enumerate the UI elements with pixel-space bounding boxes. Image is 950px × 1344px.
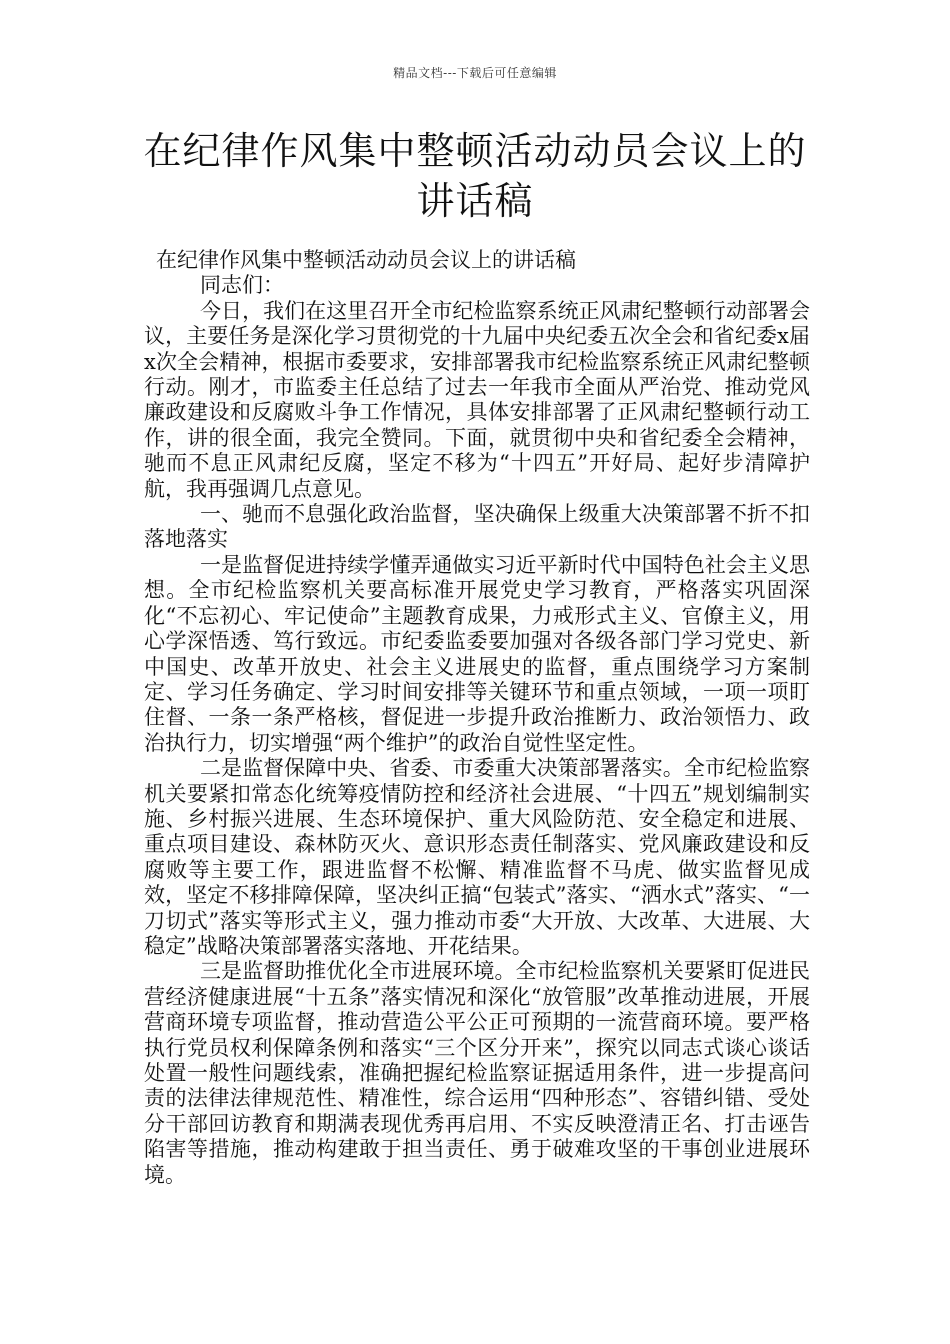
paragraph-intro: 今日，我们在这里召开全市纪检监察系统正风肃纪整顿行动部署会议，主要任务是深化学习贯彻党的十九届中央纪委五次全会和省纪委x届x次全会精神，根据市委要求，安排部署我市纪检监察系统正风肃纪整顿行动。刚才，市监委主任总结了过去一年我市全面从严治党、推动党风廉政建设和反腐败斗争工作情况，具体安排部署了正风肃纪整顿行动工作，讲的很全面，我完全赞同。下面，就贯彻中央和省纪委全会精神，驰而不息正风肃纪反腐，坚定不移为“十四五”开好局、起好步清障护航，我再强调几点意见。 — [144, 298, 810, 501]
document-body — [144, 248, 810, 1188]
paragraph-point-3: 三是监督助推优化全市进展环境。全市纪检监察机关要紧盯促进民营经济健康进展“十五条”落实情况和深化“放管服”改革推动进展，开展营商环境专项监督，推动营造公平公正可预期的一流营商环境。要严格执行党员权利保障条例和落实“三个区分开来”，探究以同志式谈心谈话处置一般性问题线索，准确把握纪检监察证据适用条件，进一步提高问责的法律法律规范性、精准性，综合运用“四种形态”、容错纠错、受处分干部回访教育和期满表现优秀再启用、不实反映澄清正名、打击诬告陷害等措施，推动构建敢于担当责任、勇于破难攻坚的干事创业进展环境。 — [144, 959, 810, 1187]
paragraph-point-1: 一是监督促进持续学懂弄通做实习近平新时代中国特色社会主义思想。全市纪检监察机关要高标准开展党史学习教育，严格落实巩固深化“不忘初心、牢记使命”主题教育成果，力戒形式主义、官僚主义，用心学深悟透、笃行致远。市纪委监委要加强对各级各部门学习党史、新中国史、改革开放史、社会主义进展史的监督，重点围绕学习方案制定、学习任务确定、学习时间安排等关键环节和重点领域，一项一项盯住督、一条一条严格核，督促进一步提升政治推断力、政治领悟力、政治执行力，切实增强“两个维护”的政治自觉性坚定性。 — [144, 552, 810, 755]
page-header: 精品文档---下载后可任意编辑 — [393, 66, 557, 80]
document-subtitle: 在纪律作风集中整顿活动动员会议上的讲话稿 — [156, 248, 576, 272]
section-heading-1: 一、驰而不息强化政治监督，坚决确保上级重大决策部署不折不扣落地落实 — [144, 502, 810, 552]
document-title: 在纪律作风集中整顿活动动员会议上的讲话稿 — [143, 129, 807, 223]
paragraph-point-2: 二是监督保障中央、省委、市委重大决策部署落实。全市纪检监察机关要紧扣常态化统筹疫情防控和经济社会进展、“十四五”规划编制实施、乡村振兴进展、生态环境保护、重大风险防范、安全稳定和进展、重点项目建设、森林防灭火、意识形态责任制落实、党风廉政建设和反腐败等主要工作，跟进监督不松懈、精准监督不马虎、做实监督见成效，坚定不移排障保障，坚决纠正搞“包装式”落实、“洒水式”落实、“一刀切式”落实等形式主义，强力推动市委“大开放、大改革、大进展、大稳定”战略决策部署落实落地、开花结果。 — [144, 756, 810, 958]
salutation: 同志们： — [200, 273, 284, 298]
